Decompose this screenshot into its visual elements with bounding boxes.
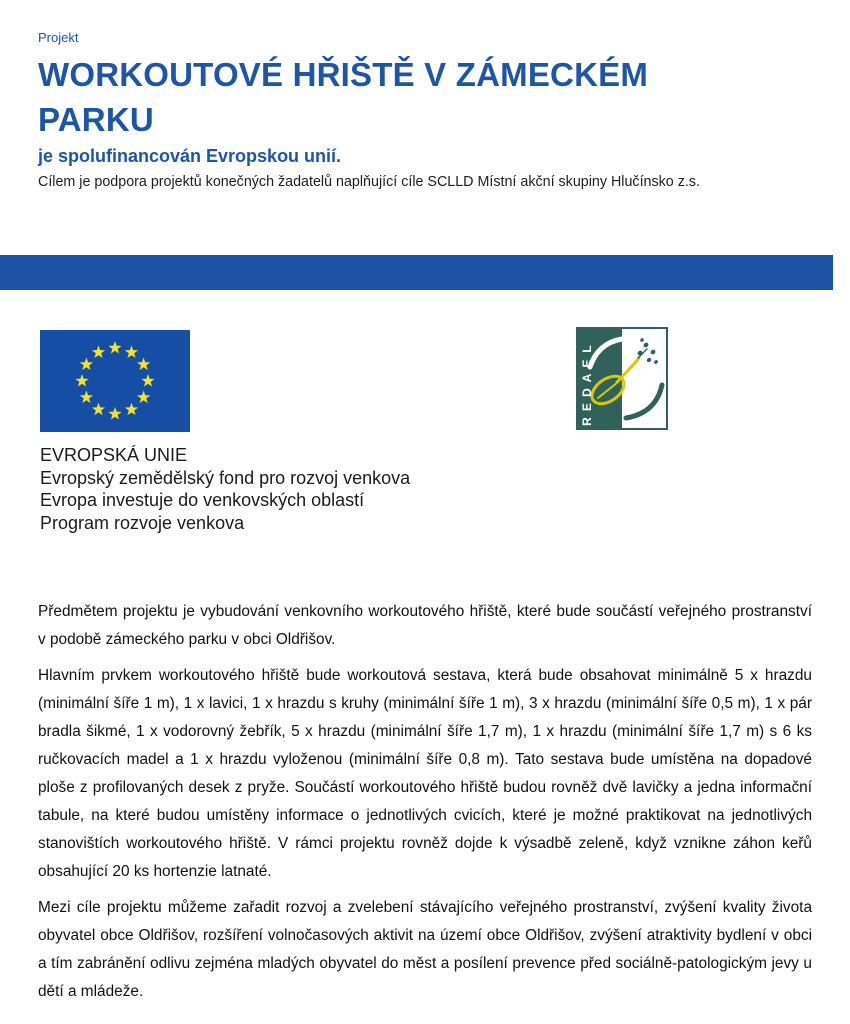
- paragraph-project-details: Hlavním prvkem workoutového hřiště bude workoutová sestava, která bude obsahovat minimálně 5 x hrazdu (minimální šíře 1 m), 1 x lavici, 1 x hrazdu s kruhy (minimální šíře 1 m), 3 x hrazdu (minimální šíře 0,5 m), 1 x pár bradla šikmé, 1 x vodorovný žebřík, 5 x hrazdu (minimální šíře 1,7 m), 1 x hrazdu (minimální šíře 1,7 m) s 6 ks ručkovacích madel a 1 x hrazdu vyloženou (minimální šíře 0,8 m). Tato sestava bude umístěna na dopadové ploše z profilovaných desek z pryže. Součástí workoutového hřiště budou rovněž dvě lavičky a jedna informační tabule, na které budou umístěny informace o jednotlivých cvicích, které je možné praktikovat na jednotlivých stanovištích workoutového hřiště. V rámci projektu rovněž dojde k výsadbě zeleně, když vznikne záhon keřů obsahující 20 ks hortenzie latnaté.: [38, 667, 812, 880]
- project-eyebrow: Projekt: [38, 30, 79, 45]
- svg-text:D: D: [580, 388, 594, 397]
- leader-logo-svg: [576, 327, 668, 430]
- svg-text:E: E: [580, 402, 594, 412]
- body-text: [38, 598, 812, 1014]
- eu-caption-line: Program rozvoje venkova: [40, 512, 245, 533]
- eu-caption-line: EVROPSKÁ UNIE: [40, 445, 188, 465]
- eu-caption-block: [40, 444, 410, 534]
- paragraph-project-goals: Mezi cíle projektu můžeme zařadit rozvoj a zvelebení stávajícího veřejného prostranství, zvýšení kvality života obyvatel obce Oldřišov, rozšíření volnočasových aktivit na území obce Oldřišov, zvýšení atraktivity bydlení v obci a tím zabránění odlivu zejména mladých obyvatel do měst a posílení prevence před sociálně-patologickým jevy u dětí a mládeže.: [38, 899, 812, 1000]
- eu-flag-svg: [40, 330, 190, 432]
- goal-description: Cílem je podpora projektů konečných žadatelů naplňující cíle SCLLD Místní akční skupiny Hlučínsko z.s.: [38, 174, 700, 190]
- svg-text:A: A: [580, 373, 594, 383]
- divider-bar: [0, 255, 833, 290]
- svg-text:L: L: [580, 345, 594, 353]
- paragraph-project-subject: Předmětem projektu je vybudování venkovního workoutového hřiště, které bude součástí veřejného prostranství v podobě zámeckého parku v obci Oldřišov.: [38, 603, 812, 648]
- page-title: WORKOUTOVÉ HŘIŠTĚ V ZÁMECKÉM PARKU: [38, 56, 649, 138]
- eu-caption-line: Evropa investuje do venkovských oblastí: [40, 490, 365, 510]
- svg-text:R: R: [580, 417, 594, 426]
- eu-flag-icon: [40, 330, 190, 432]
- svg-text:E: E: [580, 359, 594, 368]
- leader-logo-icon: [576, 327, 668, 430]
- cofinance-subtitle: je spolufinancován Evropskou unií.: [38, 146, 342, 166]
- eu-caption-line: Evropský zemědělský fond pro rozvoj venkova: [40, 467, 411, 488]
